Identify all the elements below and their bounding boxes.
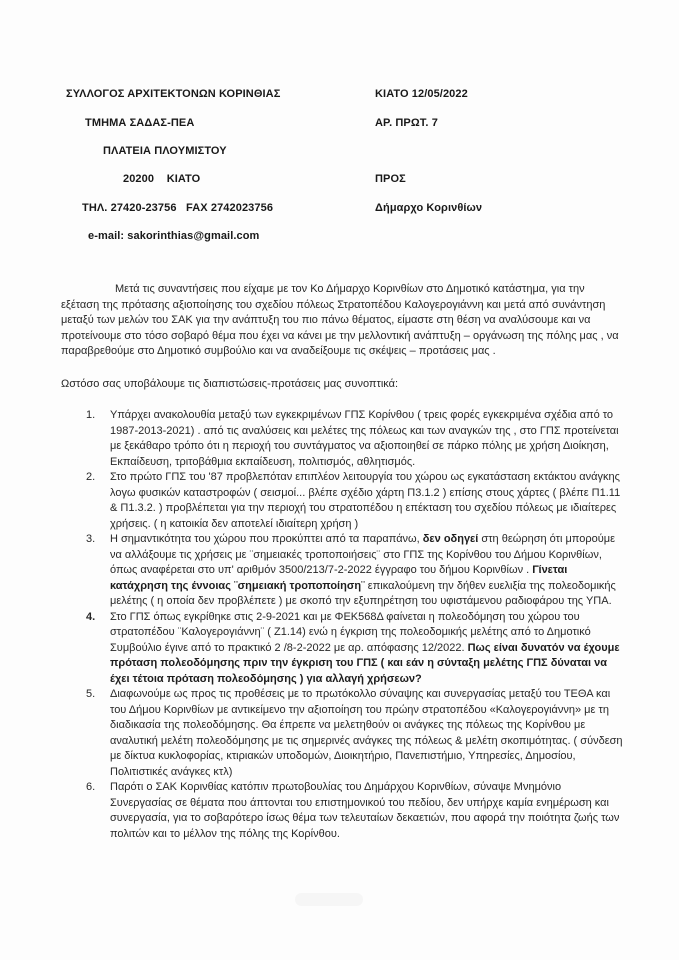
list-item-number: 2. [86, 471, 96, 483]
list-item-text: Στο ΓΠΣ όπως εγκρίθηκε στις 2-9-2021 και με ΦΕΚ568Δ φαίνεται η πολεοδόμηση του χώρου του στρατοπέδου ¨Καλογερογιάννη¨ ( Ζ1.14) ενώ η έγκριση της πολεοδομικής μελέτης από το Δημοτικό Συμβούλιο έγινε από το πρακτικό 2 /8-2-2022 με αρ. απόφασης 12/2022. Πως είναι δυνατόν να έχουμε πρόταση πολεοδόμησης πριν την έγκριση του ΓΠΣ ( και εάν η σύνταξη μελέτης ΓΠΣ δύναται να έχει τέτοια πρόταση πολεοδόμησης ) για αλλαγή χρήσεων? [110, 610, 620, 685]
list-item-text: Η σημαντικότητα του χώρου που προκύπτει από τα παραπάνω, δεν οδηγεί στη θεώρηση ότι μπορούμε να αλλάξουμε τις χρήσεις με ¨σημειακές τροποποιήσεις¨ στο ΓΠΣ της Κορίνθου του Δήμου Κορινθίων, όπως αναφέρεται στο υπ' αριθμόν 3500/213/7-2-2022 έγγραφο του δήμου Κορινθίων . Γίνεται κατάχρηση της έννοιας ¨σημειακή τροποποίηση¨ επικαλούμενη την δήθεν ευελιξία της πολεοδομικής μελέτης ( η οποία δεν προβλέπετε ) με σκοπό την εξυπηρέτηση του υφιστάμενου ραδιοφάρου της ΥΠΑ. [110, 533, 616, 607]
sender-block [66, 80, 280, 250]
letterhead-sender-line: e-mail: sakorinthias@gmail.com [88, 230, 260, 243]
letterhead-meta-line: ΠΡΟΣ [375, 173, 406, 186]
letterhead-meta-line [375, 137, 482, 165]
list-item-text: Στο πρώτο ΓΠΣ του '87 προβλεπόταν επιπλέον λειτουργία του χώρου ως εγκατάσταση εκτάκτου ανάγκης λογω φυσικών καταστροφών ( σεισμοί... βλέπε σχέδιο χάρτη Π3.1.2 ) επίσης στους χάρτες ( βλέπε Π1.11 & Π1.3.2. ) προβλέπεται για την περιοχή του στρατοπέδου η επέκταση του σχεδίου πόλεως με ιδιαίτερες χρήσεις. ( η κατοικία δεν αποτελεί ιδιαίτερη χρήση ) [110, 471, 621, 530]
letter-body [61, 282, 625, 842]
letterhead-sender-line: 20200 ΚΙΑΤΟ [123, 173, 201, 186]
scan-artifact [295, 893, 363, 906]
letterhead-meta-line: ΚΙΑΤΟ 12/05/2022 [375, 88, 468, 101]
letterhead-sender-line: ΤΜΗΜΑ ΣΑΔΑΣ-ΠΕΑ [85, 116, 195, 129]
recipient-block [375, 80, 482, 222]
letterhead-meta-line: ΑΡ. ΠΡΩΤ. 7 [375, 116, 438, 129]
list-item-text: Παρότι ο ΣΑΚ Κορινθίας κατόπιν πρωτοβουλίας του Δημάρχου Κορινθίων, σύναψε Μνημόνιο Συνεργασίας σε θέματα που άπτονται του επιστημονικού του πεδίου, δεν υπήρχε καμία ενημέρωση και συνεργασία, για το σοβαρότερο ίσως θέμα των τελευταίων δεκαετιών, που αφορά την ποιότητα ζωής των πολιτών και το μέλλον της πόλης της Κορίνθου. [110, 781, 620, 840]
numbered-list [61, 408, 625, 842]
list-item-number: 3. [86, 533, 96, 545]
letterhead-meta-line: Δήμαρχο Κορινθίων [375, 201, 483, 214]
list-item [61, 687, 625, 780]
list-item [61, 470, 625, 532]
list-item-text: Υπάρχει ανακολουθία μεταξύ των εγκεκριμένων ΓΠΣ Κορίνθου ( τρεις φορές εγκεκριμένα σχέδια από το 1987-2013-2021) . από τις αναλύσεις και μελέτες της πόλεως και των αναγκών της , στο ΓΠΣ προτείνεται με ξεκάθαρο τρόπο ότι η περιοχή του συντάγματος να αξιοποιηθεί σε πάρκο πόλης με χρήση Διοίκηση, Εκπαίδευση, τριτοβάθμια εκπαίδευση, πολιτισμός, αθλητισμός. [110, 409, 619, 468]
letterhead-sender-line: ΤΗΛ. 27420-23756 FAX 2742023756 [82, 201, 274, 214]
list-item [61, 780, 625, 842]
list-item [61, 408, 625, 470]
letterhead-sender-line: ΣΥΛΛΟΓΟΣ ΑΡΧΙΤΕΚΤΟΝΩΝ ΚΟΡΙΝΘΙΑΣ [66, 88, 281, 101]
list-item-number: 6. [86, 781, 96, 793]
list-item-number: 4. [86, 610, 96, 623]
list-item-text: Διαφωνούμε ως προς τις προθέσεις με το πρωτόκολλο σύναψης και συνεργασίας μεταξύ του ΤΕΘΑ και του Δήμου Κορινθίων με αντικείμενο την αξιοποίηση του πρώην στρατοπέδου «Καλογερογιάννη» με τη διαδικασία της πολεοδόμησης. Θα έπρεπε να μελετηθούν οι ανάγκες της πόλεως της Κορίνθου με αναλυτική μελέτη πολεοδόμησης με τις σημερινές ανάγκες της πόλεως & μελέτη σκοπιμότητας. ( σύνδεση με δίκτυα κυκλοφορίας, κτιριακών υποδομών, Διοικητήριο, Πανεπιστήμιο, Υπηρεσίες, Δημοσίου, Πολιτιστικές ανάγκες κτλ) [110, 688, 623, 778]
list-item [61, 532, 625, 610]
list-item-number: 1. [86, 409, 96, 421]
letterhead-sender-line: ΠΛΑΤΕΙΑ ΠΛΟΥΜΙΣΤΟΥ [103, 144, 227, 157]
list-item-number: 5. [86, 688, 96, 700]
intro-paragraph: Μετά τις συναντήσεις που είχαμε με τον Κο Δήμαρχο Κορινθίων στο Δημοτικό κατάστημα, για την εξέταση της πρότασης αξιοποίησης του σχεδίου πόλεως Στρατοπέδου Καλογερογιάννη και μετά από συνάντηση μεταξύ των μελών του ΣΑΚ για την ανάπτυξη του πιο πάνω θέματος, είμαστε στη θέση να αναλύσουμε και να προτείνουμε στο τόσο σοβαρό θέμα που έχει να κάνει με την μελλοντική ανάπτυξη – οργάνωση της πόλης μας , να παραβρεθούμε στο Δημοτικό συμβούλιο και να αναδείξουμε τις σκέψεις – προτάσεις μας . [61, 283, 619, 357]
list-item [61, 610, 625, 688]
lead-sentence: Ωστόσο σας υποβάλουμε τις διαπιστώσεις-προτάσεις μας συνοπτικά: [61, 377, 399, 390]
